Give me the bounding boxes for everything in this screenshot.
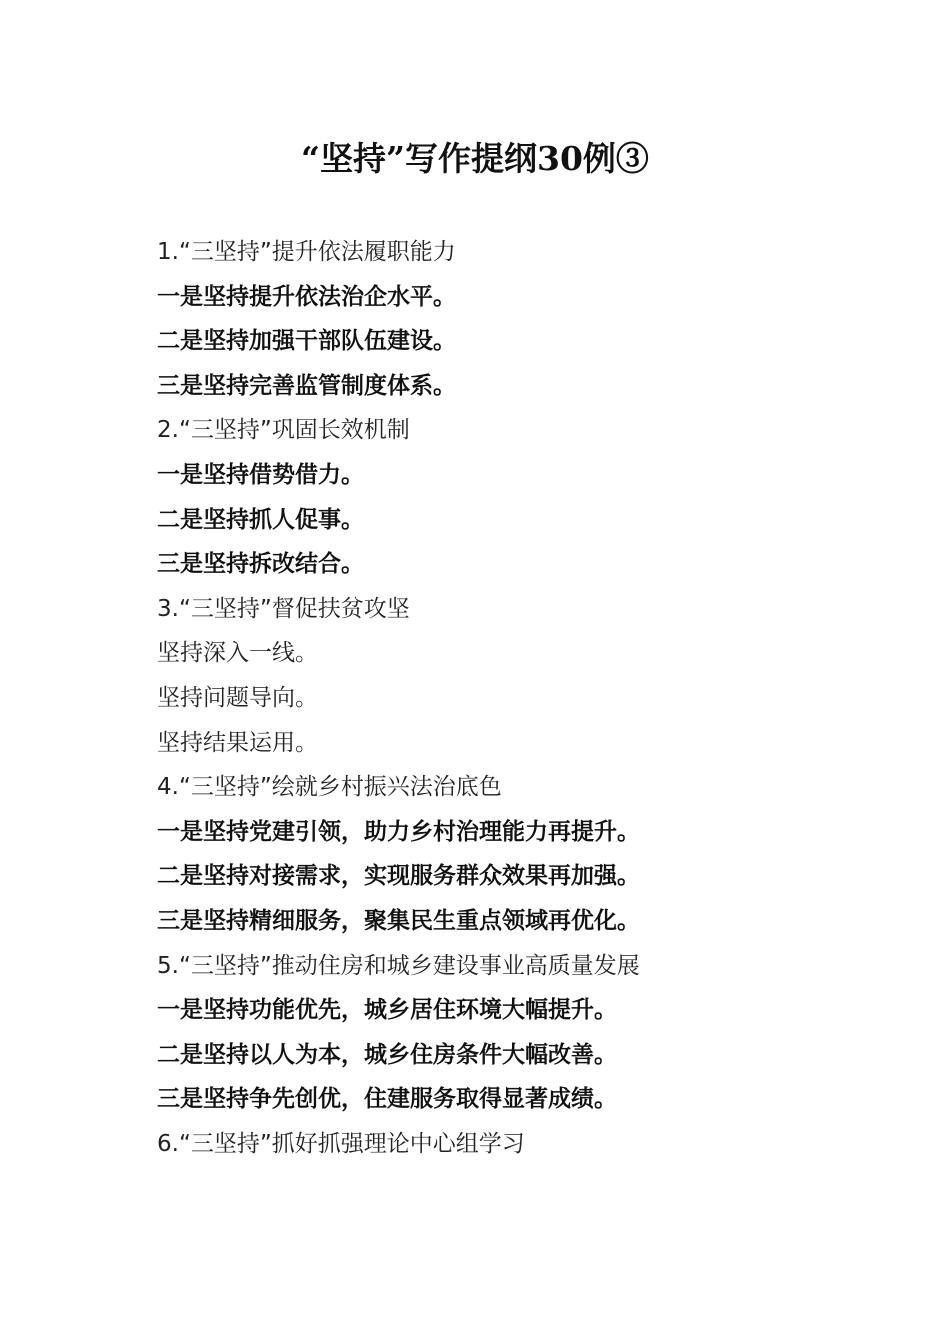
list-item: 二是坚持对接需求，实现服务群众效果再加强。 — [157, 863, 640, 890]
section-heading: 1.“三坚持”提升依法履职能力 — [157, 239, 456, 265]
section-heading: 2.“三坚持”巩固长效机制 — [157, 417, 410, 444]
section-heading: 3.“三坚持”督促扶贫攻坚 — [157, 595, 410, 622]
list-item: 三是坚持争先创优，住建服务取得显著成绩。 — [157, 1086, 617, 1113]
list-item: 坚持深入一线。 — [157, 640, 318, 667]
list-item: 二是坚持加强干部队伍建设。 — [157, 328, 456, 355]
list-item: 一是坚持功能优先，城乡居住环境大幅提升。 — [157, 997, 617, 1024]
section-heading: 4.“三坚持”绘就乡村振兴法治底色 — [157, 774, 502, 801]
section-heading: 5.“三坚持”推动住房和城乡建设事业高质量发展 — [157, 952, 640, 979]
list-item: 三是坚持完善监管制度体系。 — [157, 372, 456, 399]
list-item: 二是坚持以人为本，城乡住房条件大幅改善。 — [157, 1041, 617, 1068]
section-heading: 6.“三坚持”抓好抓强理论中心组学习 — [157, 1130, 525, 1157]
list-item: 二是坚持抓人促事。 — [157, 506, 364, 533]
list-item: 坚持结果运用。 — [157, 729, 318, 756]
list-item: 坚持问题导向。 — [157, 684, 318, 711]
list-item: 一是坚持党建引领，助力乡村治理能力再提升。 — [157, 818, 640, 845]
document-body — [157, 230, 857, 1166]
list-item: 一是坚持借势借力。 — [157, 461, 364, 488]
document-title: “坚持”写作提纲30例③ — [301, 139, 649, 178]
list-item: 三是坚持拆改结合。 — [157, 551, 364, 578]
list-item: 三是坚持精细服务，聚集民生重点领域再优化。 — [157, 907, 640, 934]
list-item: 一是坚持提升依法治企水平。 — [157, 283, 456, 310]
